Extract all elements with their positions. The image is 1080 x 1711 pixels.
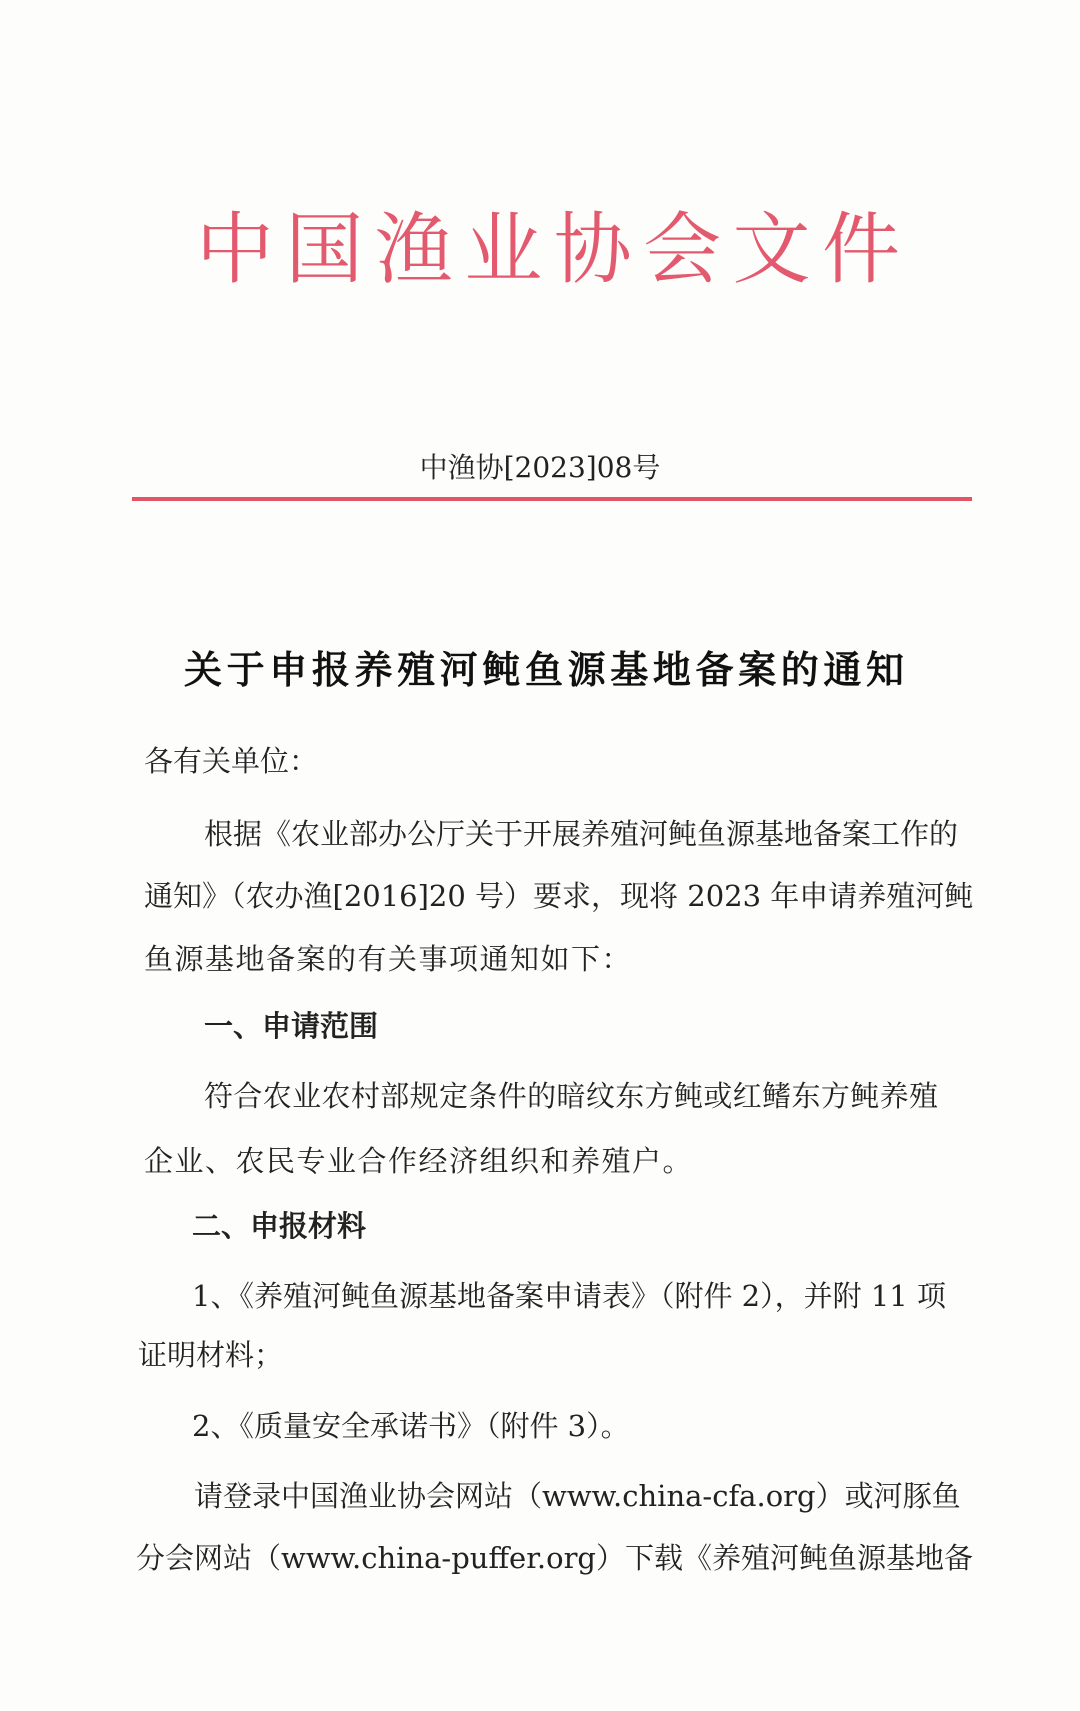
body-line: 企业、农民专业合作经济组织和养殖户。 bbox=[144, 1144, 694, 1178]
body-line: 证明材料； bbox=[138, 1338, 284, 1372]
org-header-title: 中国渔业协会文件 bbox=[196, 205, 906, 295]
body-line: 根据《农业部办公厅关于开展养殖河鲀鱼源基地备案工作的 bbox=[204, 817, 959, 851]
document-number: 中渔协[2023]08号 bbox=[419, 451, 661, 484]
body-line: 符合农业农村部规定条件的暗纹东方鲀或红鳍东方鲀养殖 bbox=[204, 1079, 938, 1113]
section-heading: 一、申请范围 bbox=[204, 1009, 379, 1043]
body-line: 请登录中国渔业协会网站（www.china-cfa.org）或河豚鱼 bbox=[194, 1479, 961, 1513]
body-line: 通知》（农办渔[2016]20 号）要求，现将 2023 年申请养殖河鲀 bbox=[144, 879, 974, 913]
section-heading: 二、申报材料 bbox=[192, 1209, 367, 1243]
red-divider-line bbox=[132, 497, 972, 501]
salutation: 各有关单位： bbox=[144, 744, 319, 778]
body-line: 2、《质量安全承诺书》（附件 3）。 bbox=[192, 1409, 630, 1443]
notice-title: 关于申报养殖河鲀鱼源基地备案的通知 bbox=[184, 648, 904, 692]
body-line: 分会网站（www.china-puffer.org）下载《养殖河鲀鱼源基地备 bbox=[136, 1541, 973, 1575]
body-line: 1、《养殖河鲀鱼源基地备案申请表》（附件 2），并附 11 项 bbox=[192, 1279, 946, 1313]
body-line: 鱼源基地备案的有关事项通知如下： bbox=[144, 942, 633, 976]
